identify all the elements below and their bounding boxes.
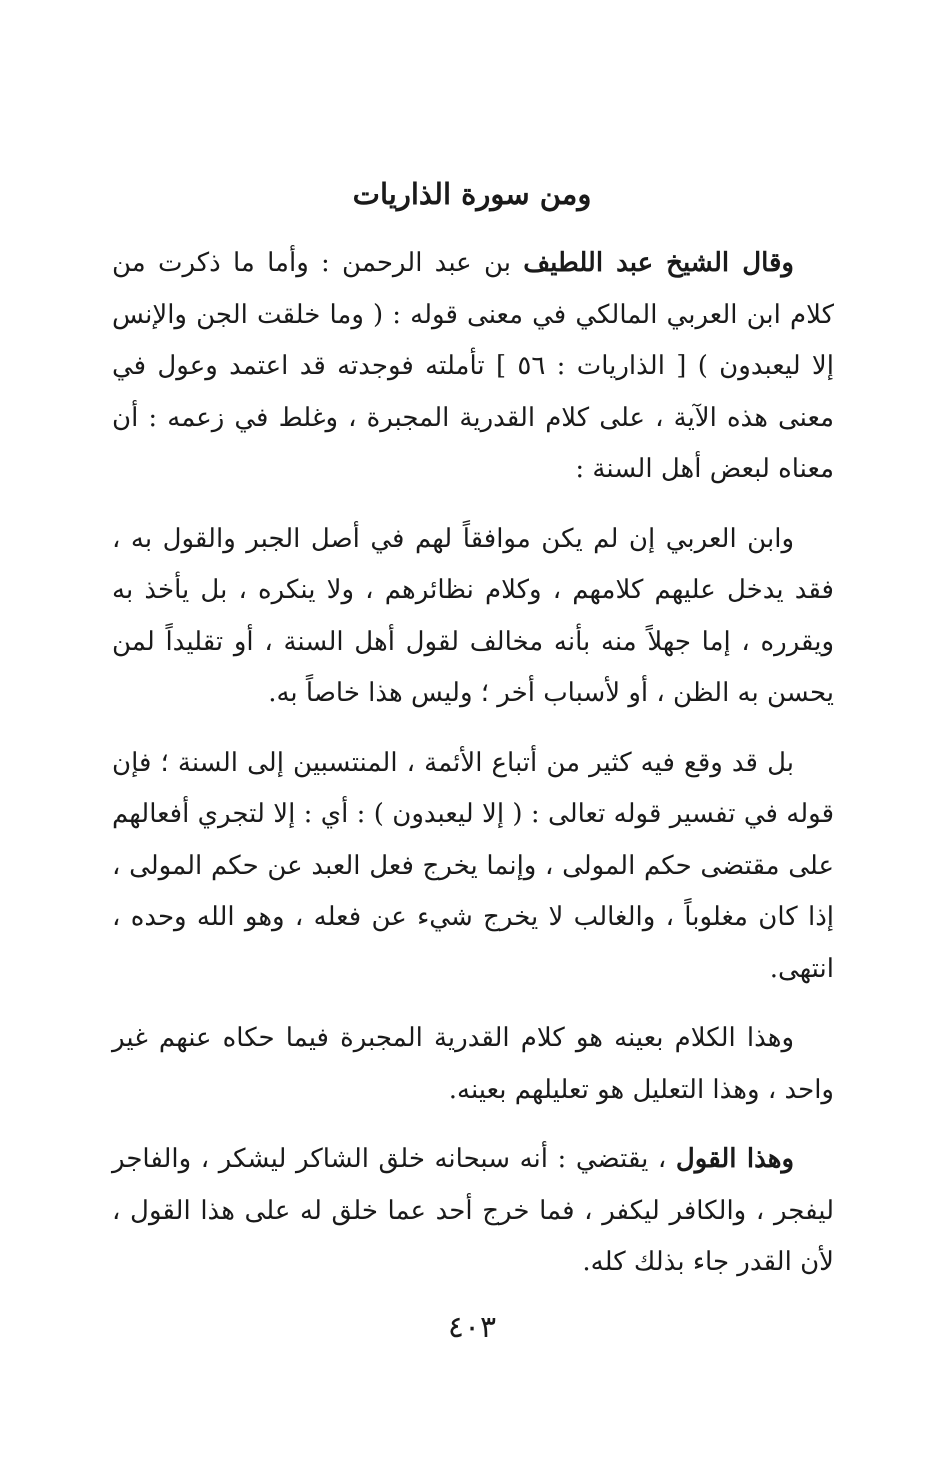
paragraph-1 <box>112 238 834 496</box>
paragraph-2 <box>112 514 834 720</box>
paragraph-3-text: بل قد وقع فيه كثير من أتباع الأئمة ، المنتسبين إلى السنة ؛ فإن قوله في تفسير قوله تعالى : ( إلا ليعبدون ) : أي : إلا لتجري أفعالهم على مقتضى حكم المولى ، وإنما يخرج فعل العبد عن حكم المولى ، إذا كان مغلوباً ، والغالب لا يخرج شيء عن فعله ، وهو الله وحده ، انتهى. <box>112 747 834 984</box>
paragraph-1-text: بن عبد الرحمن : وأما ما ذكرت من كلام ابن العربي المالكي في معنى قوله : ( وما خلقت الجن والإنس إلا ليعبدون ) [ الذاريات : ٥٦ ] تأملته فوجدته قد اعتمد وعول في معنى هذه الآية ، على كلام القدرية المجبرة ، وغلط في زعمه : أن معناه لبعض أهل السنة : <box>112 248 834 484</box>
body-text <box>112 238 834 1307</box>
paragraph-4-text: وهذا الكلام بعينه هو كلام القدرية المجبرة فيما حكاه عنهم غير واحد ، وهذا التعليل هو تعليلهم بعينه. <box>112 1023 834 1105</box>
paragraph-5-lead: وهذا القول <box>675 1144 794 1174</box>
paragraph-2-text: وابن العربي إن لم يكن موافقاً لهم في أصل الجبر والقول به ، فقد يدخل عليهم كلامهم ، وكلام نظائرهم ، ولا ينكره ، بل يأخذ به ويقرره ، إما جهلاً منه بأنه مخالف لقول أهل السنة ، أو تقليداً لمن يحسن به الظن ، أو لأسباب أخر ؛ وليس هذا خاصاً به. <box>112 523 834 708</box>
section-heading: ومن سورة الذاريات <box>352 177 592 211</box>
paragraph-1-lead: وقال الشيخ عبد اللطيف <box>523 248 794 278</box>
paragraph-5-text: ، يقتضي : أنه سبحانه خلق الشاكر ليشكر ، والفاجر ليفجر ، والكافر ليكفر ، فما خرج أحد عما خلق له على هذا القول ، لأن القدر جاء بذلك كله. <box>112 1144 834 1277</box>
paragraph-5 <box>112 1134 834 1289</box>
paragraph-4 <box>112 1013 834 1116</box>
page-number: ٤٠٣ <box>447 1310 497 1345</box>
paragraph-3 <box>112 738 834 996</box>
